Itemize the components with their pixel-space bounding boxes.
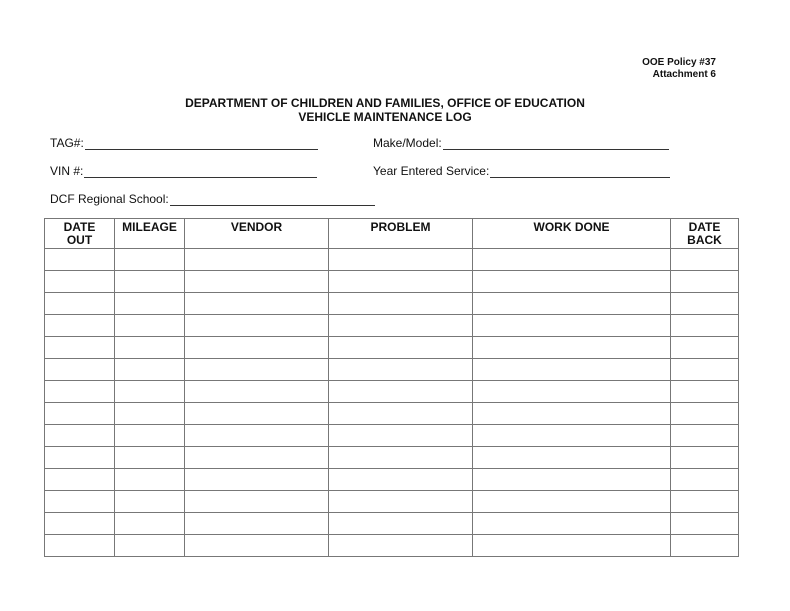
policy-reference <box>642 57 716 81</box>
cell-date-back[interactable] <box>671 315 739 337</box>
cell-date-out[interactable] <box>45 293 115 315</box>
cell-date-out[interactable] <box>45 249 115 271</box>
title-log-name: VEHICLE MAINTENANCE LOG <box>298 110 472 124</box>
cell-vendor[interactable] <box>185 491 329 513</box>
table-row <box>45 381 739 403</box>
make-model-label: Make/Model: <box>373 136 442 150</box>
cell-vendor[interactable] <box>185 315 329 337</box>
cell-mileage[interactable] <box>115 491 185 513</box>
cell-vendor[interactable] <box>185 403 329 425</box>
cell-mileage[interactable] <box>115 381 185 403</box>
cell-work-done[interactable] <box>473 491 671 513</box>
cell-mileage[interactable] <box>115 535 185 557</box>
cell-date-back[interactable] <box>671 469 739 491</box>
cell-date-out[interactable] <box>45 337 115 359</box>
cell-work-done[interactable] <box>473 403 671 425</box>
year-entered-label: Year Entered Service: <box>373 164 490 178</box>
vin-label: VIN #: <box>50 164 84 178</box>
cell-work-done[interactable] <box>473 293 671 315</box>
table-row <box>45 337 739 359</box>
cell-vendor[interactable] <box>185 447 329 469</box>
table-row <box>45 447 739 469</box>
table-row <box>45 315 739 337</box>
cell-date-back[interactable] <box>671 271 739 293</box>
regional-school-field[interactable] <box>50 192 375 206</box>
cell-work-done[interactable] <box>473 381 671 403</box>
cell-problem[interactable] <box>329 491 473 513</box>
cell-date-back[interactable] <box>671 535 739 557</box>
column-header-problem: PROBLEM <box>329 219 473 249</box>
cell-mileage[interactable] <box>115 249 185 271</box>
cell-mileage[interactable] <box>115 315 185 337</box>
cell-date-back[interactable] <box>671 403 739 425</box>
tag-field[interactable] <box>50 136 318 150</box>
cell-date-back[interactable] <box>671 293 739 315</box>
tag-input[interactable] <box>85 137 318 150</box>
cell-date-out[interactable] <box>45 425 115 447</box>
year-entered-field[interactable] <box>373 164 670 178</box>
maintenance-log-table <box>44 218 739 557</box>
column-header-vendor: VENDOR <box>185 219 329 249</box>
table-row <box>45 491 739 513</box>
cell-problem[interactable] <box>329 535 473 557</box>
policy-number: OOE Policy #37 <box>642 57 716 68</box>
cell-mileage[interactable] <box>115 403 185 425</box>
table-row <box>45 535 739 557</box>
cell-problem[interactable] <box>329 403 473 425</box>
cell-mileage[interactable] <box>115 469 185 491</box>
cell-mileage[interactable] <box>115 513 185 535</box>
cell-mileage[interactable] <box>115 271 185 293</box>
cell-work-done[interactable] <box>473 315 671 337</box>
cell-date-back[interactable] <box>671 491 739 513</box>
cell-vendor[interactable] <box>185 271 329 293</box>
cell-vendor[interactable] <box>185 513 329 535</box>
table-row <box>45 359 739 381</box>
cell-problem[interactable] <box>329 469 473 491</box>
cell-mileage[interactable] <box>115 447 185 469</box>
table-row <box>45 469 739 491</box>
cell-vendor[interactable] <box>185 249 329 271</box>
cell-vendor[interactable] <box>185 425 329 447</box>
cell-problem[interactable] <box>329 315 473 337</box>
cell-problem[interactable] <box>329 249 473 271</box>
make-model-field[interactable] <box>373 136 669 150</box>
cell-work-done[interactable] <box>473 513 671 535</box>
cell-date-out[interactable] <box>45 491 115 513</box>
cell-date-out[interactable] <box>45 403 115 425</box>
cell-problem[interactable] <box>329 381 473 403</box>
cell-date-out[interactable] <box>45 381 115 403</box>
column-header-date-out: DATE OUT <box>45 219 115 249</box>
cell-mileage[interactable] <box>115 293 185 315</box>
cell-vendor[interactable] <box>185 293 329 315</box>
cell-mileage[interactable] <box>115 337 185 359</box>
cell-work-done[interactable] <box>473 469 671 491</box>
cell-date-back[interactable] <box>671 337 739 359</box>
cell-vendor[interactable] <box>185 381 329 403</box>
cell-problem[interactable] <box>329 513 473 535</box>
table-row <box>45 271 739 293</box>
document-title <box>0 96 770 124</box>
cell-date-out[interactable] <box>45 469 115 491</box>
regional-school-label: DCF Regional School: <box>50 192 169 206</box>
table-row <box>45 513 739 535</box>
table-header-row <box>45 219 739 249</box>
cell-vendor[interactable] <box>185 469 329 491</box>
cell-date-back[interactable] <box>671 425 739 447</box>
cell-work-done[interactable] <box>473 249 671 271</box>
cell-date-out[interactable] <box>45 271 115 293</box>
tag-label: TAG#: <box>50 136 84 150</box>
cell-date-back[interactable] <box>671 447 739 469</box>
make-model-input[interactable] <box>443 137 669 150</box>
cell-date-back[interactable] <box>671 249 739 271</box>
cell-date-out[interactable] <box>45 535 115 557</box>
cell-work-done[interactable] <box>473 425 671 447</box>
cell-date-back[interactable] <box>671 513 739 535</box>
cell-vendor[interactable] <box>185 359 329 381</box>
cell-work-done[interactable] <box>473 359 671 381</box>
cell-problem[interactable] <box>329 293 473 315</box>
attachment-number: Attachment 6 <box>652 69 716 80</box>
cell-date-out[interactable] <box>45 513 115 535</box>
table-row <box>45 425 739 447</box>
cell-problem[interactable] <box>329 425 473 447</box>
cell-date-out[interactable] <box>45 447 115 469</box>
cell-date-out[interactable] <box>45 315 115 337</box>
vin-field[interactable] <box>50 164 317 178</box>
cell-date-back[interactable] <box>671 381 739 403</box>
table-row <box>45 293 739 315</box>
cell-work-done[interactable] <box>473 447 671 469</box>
cell-work-done[interactable] <box>473 337 671 359</box>
cell-work-done[interactable] <box>473 271 671 293</box>
cell-vendor[interactable] <box>185 337 329 359</box>
column-header-work-done: WORK DONE <box>473 219 671 249</box>
cell-problem[interactable] <box>329 271 473 293</box>
year-entered-input[interactable] <box>490 165 670 178</box>
cell-mileage[interactable] <box>115 425 185 447</box>
cell-work-done[interactable] <box>473 535 671 557</box>
cell-mileage[interactable] <box>115 359 185 381</box>
cell-problem[interactable] <box>329 359 473 381</box>
cell-date-out[interactable] <box>45 359 115 381</box>
cell-date-back[interactable] <box>671 359 739 381</box>
table-row <box>45 249 739 271</box>
title-department: DEPARTMENT OF CHILDREN AND FAMILIES, OFFICE OF EDUCATION <box>185 96 585 110</box>
cell-vendor[interactable] <box>185 535 329 557</box>
cell-problem[interactable] <box>329 447 473 469</box>
column-header-mileage: MILEAGE <box>115 219 185 249</box>
table-row <box>45 403 739 425</box>
table-body <box>45 249 739 557</box>
vin-input[interactable] <box>84 165 317 178</box>
cell-problem[interactable] <box>329 337 473 359</box>
column-header-date-back: DATE BACK <box>671 219 739 249</box>
regional-school-input[interactable] <box>170 193 375 206</box>
